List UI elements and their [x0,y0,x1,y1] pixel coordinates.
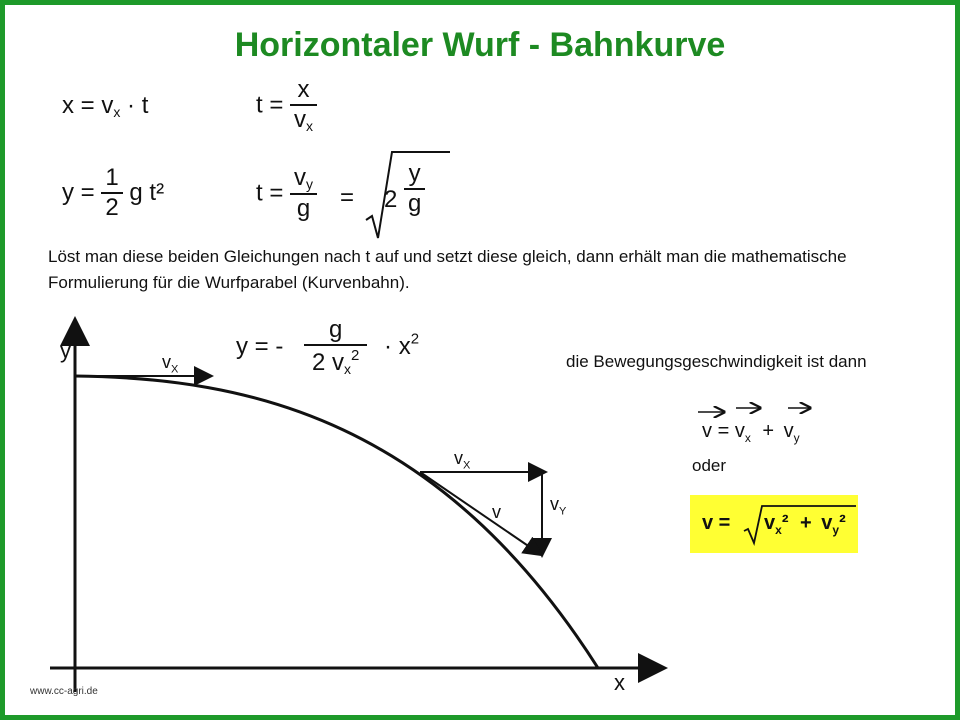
vx-mid-sub: X [463,459,471,472]
fraction-num: x [297,76,310,103]
credit-text: www.cc-agri.de [30,686,98,697]
vx-mid-label [454,448,470,472]
mag-vx-sub: x [775,523,782,537]
vec-vx-sub: x [744,431,751,445]
den-a: 2 v [312,349,345,376]
vx-top-v: v [162,352,171,372]
vector-arrows [690,402,820,418]
equation-y [62,166,164,220]
eq-y-lhs: y = [62,179,95,206]
fraction-vy-g [290,166,317,221]
magnitude-lhs: v = [702,512,731,534]
v-label: v [492,502,501,522]
eq-x-lhs: x = v [62,92,114,119]
fraction-den: 2 [101,192,122,220]
vx-top-sub: X [171,363,179,376]
eq-x-rest: · t [127,92,149,119]
parabola-lhs: y = - [236,333,284,360]
eq-t-lhs: t = [256,91,284,119]
vec-vy: v [783,420,794,442]
fraction-num [290,166,317,193]
magnitude-radicand [764,512,846,537]
fraction-num: 1 [105,164,119,191]
num-sub: y [306,176,314,192]
oder-text: oder [692,456,727,475]
vec-vy-sub: y [793,431,800,445]
vy-sub: Y [559,505,567,518]
vy-label [550,494,566,518]
vec-v: v [702,420,712,442]
den-v: v [294,106,307,133]
vector-equation [702,420,800,445]
vy-v: v [550,494,559,514]
equation-x [62,94,148,119]
eq-equals: = [340,184,355,211]
slide-title: Horizontaler Wurf - Bahnkurve [234,26,726,64]
x-axis-label: x [614,670,625,695]
den-sub: x [344,361,352,377]
sqrt-fraction [404,162,425,216]
vec-vx: v [734,420,745,442]
fraction-half [101,166,122,220]
num-v: v [294,164,307,191]
fraction-y-g [404,162,425,216]
equation-t-vy [256,166,317,221]
vx-top-label [162,352,178,376]
fraction-den: g [404,188,425,216]
equation-t-x [256,78,317,133]
parabola-rest: · x [384,333,411,360]
den-sup: 2 [351,347,360,364]
trajectory-curve [75,376,598,668]
mag-vy-sq: ² [839,512,846,534]
sqrt-factor: 2 [384,186,398,213]
y-axis-label: y [60,338,71,363]
fraction-num: g [329,316,343,343]
mag-vx: v [764,512,776,534]
mag-vy-sub: y [832,523,840,537]
explanation-paragraph: Löst man diese beiden Gleichungen nach t auf und setzt diese gleich, dann erhält man die mathematische Formulierung für die Wurfparabel (Kurvenbahn). [48,247,847,292]
fraction-x-vx [290,78,317,133]
den-sub: x [306,118,314,134]
speed-text: die Bewegungsgeschwindigkeit ist dann [566,352,867,371]
fraction-den [290,104,317,133]
vec-eq: = [717,420,730,442]
eq-y-rest: g t² [129,179,165,206]
fraction-den: g [290,193,317,221]
eq-x-sub: x [113,104,121,120]
parabola-rest-sup: 2 [410,330,420,348]
mag-vy: v [821,512,833,534]
eq-t2-lhs: t = [256,179,284,207]
fraction-num: y [408,160,421,187]
vx-mid-v: v [454,448,463,468]
mag-vx-sq: ² [781,512,789,534]
vec-plus: + [762,420,775,442]
mag-plus: + [800,512,812,534]
v-arrow [420,472,540,554]
